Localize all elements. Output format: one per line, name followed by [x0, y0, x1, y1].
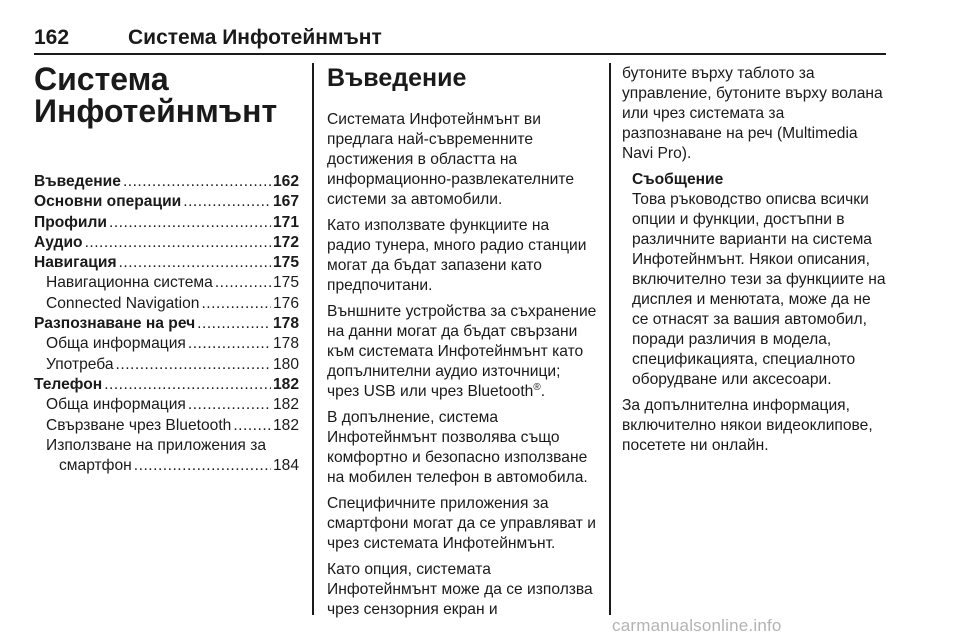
- toc-entry-connected-navigation[interactable]: [34, 294, 299, 314]
- column-divider-2: [609, 63, 611, 615]
- intro-paragraph-5: Специфичните приложения за смартфони могат да се управляват и чрез системата Инфотейнмънт.: [327, 495, 596, 552]
- toc-leader: [109, 213, 271, 233]
- toc-leader: [85, 233, 271, 253]
- intro-paragraph-1: Системата Инфотейнмънт ви предлага най-съвременните достижения в областта на информационно-развлекателните системи за автомобили.: [327, 111, 574, 208]
- toc-entry-page: 171: [272, 213, 299, 231]
- toc-entry-smartphone-apps-line-2[interactable]: [34, 456, 299, 476]
- toc-entry-label: Аудио: [34, 233, 83, 251]
- toc-leader: [116, 355, 271, 375]
- toc-entry-page: 178: [272, 335, 299, 353]
- toc-leader: [104, 375, 271, 395]
- toc-entry-label: Навигация: [34, 254, 117, 272]
- paragraph-period: .: [540, 383, 546, 400]
- toc-entry-page: 176: [272, 294, 299, 312]
- toc-entry-phone[interactable]: [34, 375, 299, 395]
- toc-entry-label: Използване на приложения за: [46, 436, 267, 454]
- toc-entry-profiles[interactable]: [34, 213, 299, 233]
- intro-paragraph-3-text: Външните устройства за съхранение на данни могат да бъдат свързани към системата Инфотейнмънт като допълнителни аудио източници; чрез USB или чрез Bluetooth: [327, 303, 597, 400]
- toc-entry-label: Обща информация: [46, 335, 186, 353]
- toc-entry-label: Основни операции: [34, 193, 182, 211]
- toc-leader: [119, 253, 271, 273]
- running-title: Система Инфотейнмънт: [128, 26, 382, 49]
- toc-entry-page: 162: [272, 173, 299, 190]
- section-title: Въведение: [327, 64, 467, 92]
- notice-text: Това ръководство описва всички опции и функции, достъпни в различните варианти на система Инфотейнмънт. Някои описания, включително тези за функциите на дисплея и менютата, може да не се отнасят за вашия автомобил, поради различия в модела, спецификацията, специалното оборудване или аксесоари.: [632, 191, 886, 388]
- column-divider-1: [312, 63, 314, 615]
- intro-paragraph-3: [327, 302, 597, 402]
- toc-entry-basic-operation[interactable]: [34, 192, 299, 212]
- header-rule: [34, 53, 886, 55]
- toc-entry-page: 167: [272, 193, 299, 211]
- toc-entry-smartphone-apps-line-1[interactable]: [34, 436, 299, 456]
- toc-leader: [123, 172, 271, 192]
- toc-leader: [183, 192, 271, 212]
- intro-paragraph-6: Като опция, системата Инфотейнмънт може да се използва чрез сензорния екран и: [327, 561, 593, 618]
- toc-entry-label: Профили: [34, 213, 107, 231]
- registered-mark: ®: [533, 381, 541, 393]
- third-column: [622, 64, 887, 462]
- table-of-contents: [34, 63, 299, 476]
- toc-entry-page: 182: [272, 396, 299, 414]
- toc-leader: [188, 395, 271, 415]
- toc-entry-page: 175: [272, 274, 299, 292]
- toc-entry-page: 182: [272, 416, 299, 434]
- toc-entry-label: Connected Navigation: [46, 294, 200, 312]
- toc-entry-page: 172: [272, 233, 299, 251]
- toc-entry-label: Телефон: [34, 375, 103, 393]
- toc-leader: [233, 416, 271, 436]
- toc-leader: [134, 456, 271, 476]
- toc-entry-general-info-phone[interactable]: [34, 395, 299, 415]
- toc-leader: [201, 294, 271, 314]
- intro-paragraph-4: В допълнение, система Инфотейнмънт позволява също комфортно и безопасно използване на мобилен телефон в автомобила.: [327, 409, 588, 486]
- toc-entry-page: 184: [272, 457, 299, 475]
- chapter-title-line-1: Система: [34, 61, 169, 97]
- toc-leader: [188, 334, 271, 354]
- toc-entry-label: Обща информация: [46, 396, 186, 414]
- toc-entry-label: Въведение: [34, 173, 121, 190]
- toc-entry-general-info-speech[interactable]: [34, 334, 299, 354]
- toc-entry-label: Свързване чрез Bluetooth: [46, 416, 232, 434]
- continuation-paragraph: бутоните върху таблото за управление, бутоните върху волана или чрез системата за разпознаване на реч (Multimedia Navi Pro).: [622, 65, 883, 162]
- watermark: carmanualsonline.info: [612, 616, 782, 635]
- toc-entry-page: 182: [272, 375, 299, 393]
- toc-leader: [197, 314, 271, 334]
- intro-paragraph-2: Като използвате функциите на радио тунера, много радио станции могат да бъдат запазени като предпочитани.: [327, 217, 587, 294]
- toc-entry-usage[interactable]: [34, 355, 299, 375]
- page-number: 162: [34, 26, 70, 49]
- toc-entry-page: 180: [272, 355, 299, 373]
- toc-entry-label: Употреба: [46, 355, 114, 373]
- chapter-title-line-2: Инфотейнмънт: [34, 93, 278, 129]
- notice-box: [622, 170, 887, 390]
- notice-title: Съобщение: [632, 171, 724, 188]
- toc-entry-label: Разпознаване на реч: [34, 315, 196, 333]
- toc-entry-label: Навигационна система: [46, 274, 213, 292]
- page-header: [34, 26, 886, 52]
- toc-entry-bluetooth-connection[interactable]: [34, 416, 299, 436]
- closing-paragraph: За допълнителна информация, включително някои видеоклипове, посетете ни онлайн.: [622, 397, 873, 454]
- toc-entry-introduction[interactable]: [34, 172, 299, 192]
- toc-entry-navigation[interactable]: [34, 253, 299, 273]
- toc-leader: [215, 273, 271, 293]
- introduction-column: [327, 63, 597, 626]
- toc-entry-navigation-system[interactable]: [34, 273, 299, 293]
- chapter-title: [34, 63, 299, 127]
- toc-entry-page: 178: [272, 315, 299, 333]
- toc-entry-label: смартфон: [59, 457, 132, 475]
- toc-entry-speech-recognition[interactable]: [34, 314, 299, 334]
- toc-entry-page: 175: [272, 254, 299, 272]
- toc-entry-audio[interactable]: [34, 233, 299, 253]
